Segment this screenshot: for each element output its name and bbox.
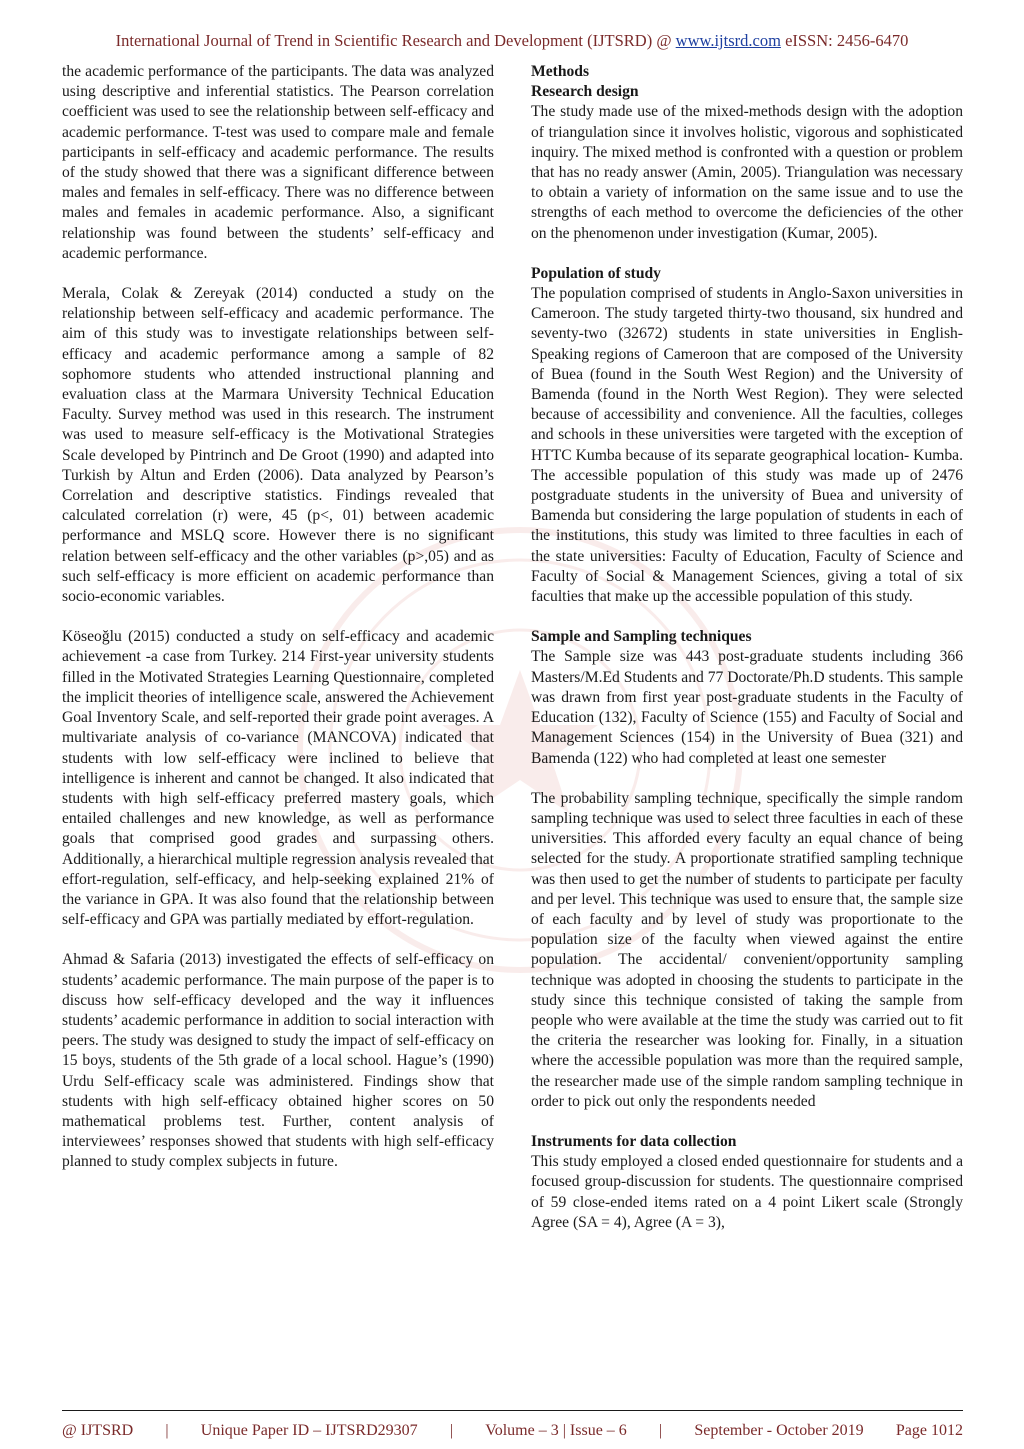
footer-page-number: Page 1012: [895, 1421, 963, 1439]
paragraph: Ahmad & Safaria (2013) investigated the effects of self-efficacy on students’ academic performance. The main purpose of the paper is to discuss how self-efficacy developed and the way it influences students’ academic performance in addition to social interaction with peers. The study was designed to study the impact of self-efficacy on 15 boys, students of the 5th grade of a local school. Hague’s (1990) Urdu Self-efficacy scale was administered. Findings show that students with high self-efficacy obtained higher scores on 50 mathematical problems test. Further, content analysis of interviewees’ responses showed that students with high self-efficacy planned to study complex subjects in future.: [62, 951, 494, 1171]
left-column: [62, 62, 494, 1173]
subsection-heading-research-design: Research design: [531, 83, 639, 101]
footer-date: September - October 2019: [694, 1421, 864, 1439]
journal-name: International Journal of Trend in Scientific Research and Development (IJTSRD) @: [115, 31, 672, 50]
paragraph: The study made use of the mixed-methods design with the adoption of triangulation since it involves holistic, vigorous and sophisticated inquiry. The mixed method is confronted with a question or problem that has no ready answer (Amin, 2005). Triangulation was necessary to obtain a variety of information on the same issue and to use the strengths of each method to overcome the deficiencies of the other on the phenomenon under investigation (Kumar, 2005).: [531, 103, 963, 242]
subsection-heading-sample: Sample and Sampling techniques: [531, 628, 752, 646]
footer-separator: |: [449, 1421, 454, 1439]
section-heading-methods: Methods: [531, 63, 590, 80]
subsection-heading-population: Population of study: [531, 264, 661, 282]
paragraph: The population comprised of students in Anglo-Saxon universities in Cameroon. The study targeted thirty-two thousand, six hundred and seventy-two (32672) students in state universities in English-Speaking regions of Cameroon that are composed of the University of Buea (found in the South West Region) and the University of Bamenda (found in the North West Region). They were selected because of accessibility and convenience. All the faculties, colleges and schools in these universities were targeted with the exception of HTTC Kumba because of its separate geographical location- Kumba. The accessible population of this study was made up of 2476 postgraduate students in the university of Buea and university of Bamenda but considering the large population of students in each of the institutions, this study was limited to three faculties in each of the state universities: Faculty of Education, Faculty of Science and Faculty of Social & Management Sciences, giving a total of six faculties that make up the accessible population of this study.: [531, 285, 963, 606]
footer-separator: |: [165, 1421, 169, 1439]
right-column: [531, 62, 963, 1233]
running-header: [0, 31, 1024, 51]
journal-website-link[interactable]: www.ijtsrd.com: [675, 31, 781, 50]
paragraph: Köseoğlu (2015) conducted a study on self-efficacy and academic achievement -a case from Turkey. 214 First-year university students filled in the Motivated Strategies Learning Questionnaire, completed the implicit theories of intelligence scale, answered the Achievement Goal Inventory Scale, and self-reported their grade point averages. A multivariate analysis of co-variance (MANCOVA) indicated that students with low self-efficacy were inclined to believe that intelligence is inherent and cannot be changed. It also indicated that students with high self-efficacy preferred mastery goals, which entailed challenges and new knowledge, as well as performance goals that comprised good grades and surpassing others. Additionally, a hierarchical multiple regression analysis revealed that effort-regulation, self-efficacy, and help-seeking explained 21% of the variance in GPA. It was also found that the relationship between self-efficacy and GPA was partially mediated by effort-regulation.: [62, 628, 494, 929]
subsection-heading-instruments: Instruments for data collection: [531, 1132, 737, 1150]
paragraph: The probability sampling technique, specifically the simple random sampling technique was used to select three faculties in each of these universities. This afforded every faculty an equal chance of being selected for the study. A proportionate stratified sampling technique was then used to get the number of students to participate per faculty and per level. This technique was used to ensure that, the sample size of each faculty and by level of study was proportionate to the population size of the faculty when viewed against the entire population. The accidental/ convenient/opportunity sampling technique was adopted in choosing the students to participate in the study since this technique consisted of taking the sample from people who were available at the time the study was carried out to fit the criteria the researcher was looking for. Finally, in a situation where the accessible population was more than the required sample, the researcher made use of the simple random sampling technique in order to pick out only the respondents needed: [531, 789, 963, 1110]
footer-site: @ IJTSRD: [62, 1421, 134, 1439]
issn: eISSN: 2456-6470: [785, 31, 909, 50]
paragraph: The Sample size was 443 post-graduate students including 366 Masters/M.Ed Students and 77 Doctorate/Ph.D students. This sample was drawn from first year post-graduate students in the Faculty of Education (132), Faculty of Science (155) and Faculty of Social and Management Sciences (154) in the University of Buea (321) and Bamenda (122) who had completed at least one semester: [531, 648, 963, 767]
paragraph: This study employed a closed ended questionnaire for students and a focused group-discussion for students. The questionnaire comprised of 59 close-ended items rated on a 4 point Likert scale (Strongly Agree (SA = 4), Agree (A = 3),: [531, 1153, 963, 1231]
paragraph: the academic performance of the participants. The data was analyzed using descriptive and inferential statistics. The Pearson correlation coefficient was used to see the relationship between self-efficacy and academic performance. T-test was used to compare male and female participants in self-efficacy and academic performance. The results of the study showed that there was a significant difference between males and females in self-efficacy. There was no difference between males and females in academic performance. Also, a significant relationship was found between the students’ self-efficacy and academic performance.: [62, 63, 494, 262]
footer-separator: |: [658, 1421, 663, 1439]
paragraph: Merala, Colak & Zereyak (2014) conducted a study on the relationship between self-efficacy and academic performance. The aim of this study was to investigate relationships between self-efficacy and academic performance among a sample of 82 sophomore students who attended instructional planning and evaluation class at the Marmara University Technical Education Faculty. Survey method was used in this research. The instrument was used to measure self-efficacy is the Motivational Strategies Scale developed by Pintrinch and De Groot (1990) and adapted into Turkish by Altun and Erden (2006). Data analyzed by Pearson’s Correlation and descriptive statistics. Findings revealed that calculated correlation (r) were, 45 (p<, 01) between academic performance and MSLQ score. However there is no significant relation between self-efficacy and the other variables (p>,05) and as such self-efficacy is more efficient on academic performance than socio-economic variables.: [62, 285, 494, 606]
footer-paper-id: Unique Paper ID – IJTSRD29307: [200, 1421, 418, 1439]
page-footer: [62, 1410, 963, 1444]
footer-volume-issue: Volume – 3 | Issue – 6: [485, 1421, 627, 1439]
